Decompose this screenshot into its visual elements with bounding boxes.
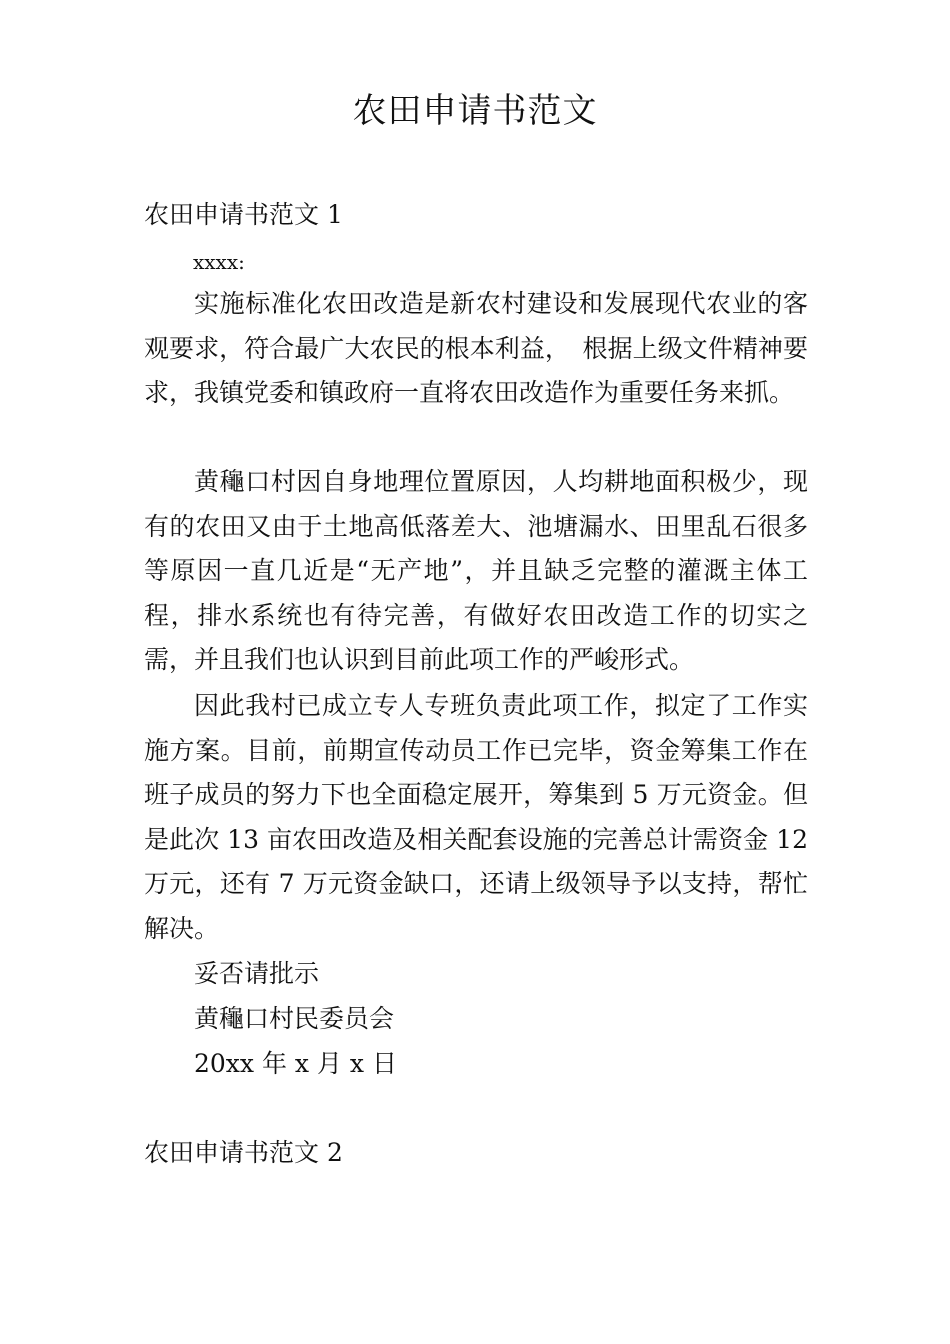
document-title: 农田申请书范文 [352,91,598,131]
paragraph-1: 实施标准化农田改造是新农村建设和发展现代农业的客观要求，符合最广大农民的根本利益， 根据上级文件精神要求，我镇党委和镇政府一直将农田改造作为重要任务来抓。 [144,289,808,408]
closing-signature: 黄龝口村民委员会 [194,1004,395,1033]
paragraph-2: 黄龝口村因自身地理位置原因，人均耕地面积极少，现有的农田又由于土地高低落差大、池塘漏水、田里乱石很多等原因一直几近是“无产地”，并且缺乏完整的灌溉主体工程，排水系统也有待完善，有做好农田改造工作的切实之需，并且我们也认识到目前此项工作的严峻形式。 [144,467,808,675]
closing-date: 20xx 年 x 月 x 日 [194,1049,397,1078]
section-heading-2: 农田申请书范文 2 [144,1138,343,1167]
paragraph-3: 因此我村已成立专人专班负责此项工作，拟定了工作实施方案。目前，前期宣传动员工作已完毕，资金筹集工作在班子成员的努力下也全面稳定展开，筹集到 5 万元资金。但是此次 13 亩农田改造及相关配套设施的完善总计需资金 12 万元，还有 7 万元资金缺口，还请上级领导予以支持，帮忙解决。 [144,691,808,943]
salutation: xxxx: [193,250,245,274]
closing-request: 妥否请批示 [194,959,320,988]
section-heading-1: 农田申请书范文 1 [144,200,343,229]
